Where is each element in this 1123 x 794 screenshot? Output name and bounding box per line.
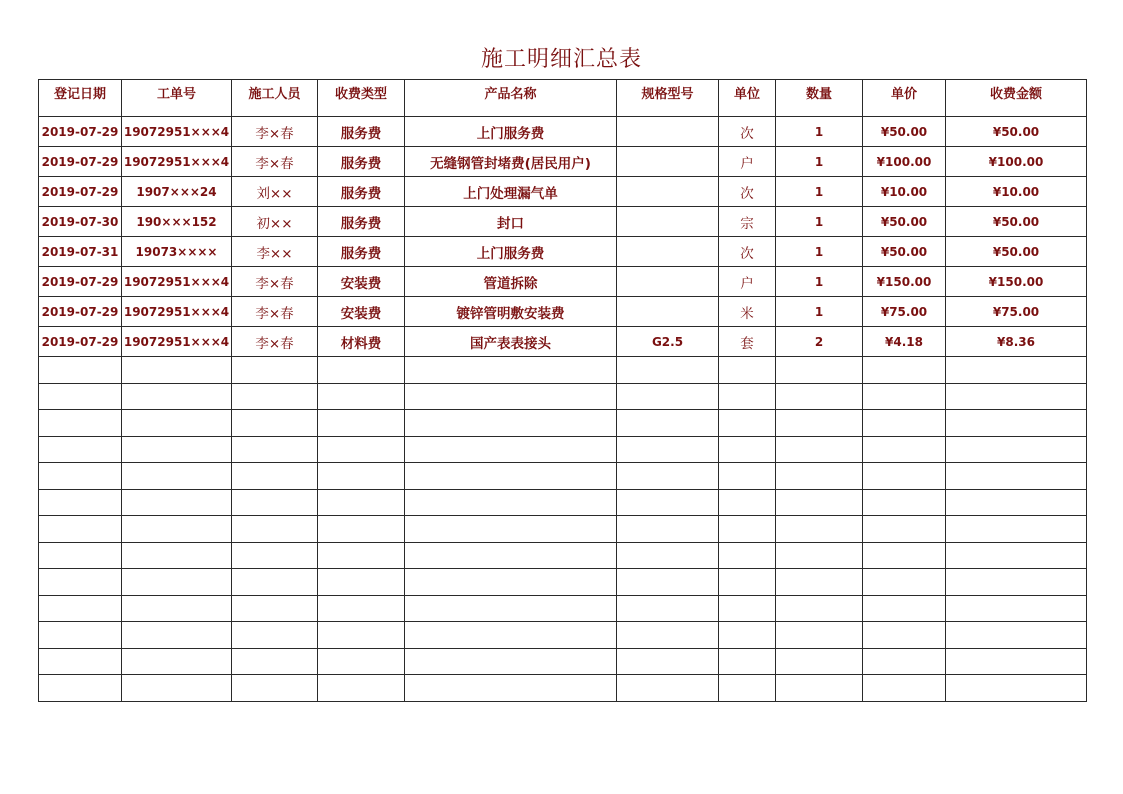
empty-cell: [405, 569, 617, 596]
cell-spec: [617, 147, 719, 177]
cell-date: 2019-07-29: [39, 327, 122, 357]
cell-spec: [617, 177, 719, 207]
empty-cell: [232, 595, 318, 622]
empty-cell: [719, 489, 776, 516]
cell-date: 2019-07-29: [39, 267, 122, 297]
empty-row: [39, 542, 1087, 569]
cell-product: 上门服务费: [405, 237, 617, 267]
empty-cell: [776, 622, 863, 649]
cell-product: 上门处理漏气单: [405, 177, 617, 207]
cell-worker: 李×春: [232, 267, 318, 297]
empty-cell: [39, 383, 122, 410]
empty-cell: [863, 357, 946, 384]
cell-order: 19072951×××4: [122, 327, 232, 357]
empty-cell: [776, 463, 863, 490]
empty-cell: [232, 383, 318, 410]
empty-cell: [122, 622, 232, 649]
empty-cell: [122, 436, 232, 463]
empty-cell: [863, 569, 946, 596]
empty-cell: [617, 595, 719, 622]
page-title: 施工明细汇总表: [480, 47, 642, 72]
empty-row: [39, 489, 1087, 516]
cell-price: ¥4.18: [863, 327, 946, 357]
empty-row: [39, 463, 1087, 490]
table-body: [39, 117, 1087, 702]
cell-worker: 李×春: [232, 327, 318, 357]
empty-cell: [776, 436, 863, 463]
empty-cell: [776, 357, 863, 384]
empty-cell: [405, 463, 617, 490]
empty-cell: [405, 383, 617, 410]
empty-cell: [318, 383, 405, 410]
empty-cell: [617, 542, 719, 569]
cell-date: 2019-07-31: [39, 237, 122, 267]
column-header-amount: 收费金额: [946, 80, 1087, 117]
cell-spec: [617, 237, 719, 267]
cell-order: 19072951×××4: [122, 117, 232, 147]
empty-cell: [946, 569, 1087, 596]
table-row: [39, 267, 1087, 297]
empty-cell: [39, 489, 122, 516]
table-row: [39, 237, 1087, 267]
empty-cell: [776, 516, 863, 543]
empty-cell: [776, 542, 863, 569]
empty-cell: [719, 675, 776, 702]
cell-price: ¥50.00: [863, 207, 946, 237]
cell-unit: 次: [719, 177, 776, 207]
empty-cell: [122, 463, 232, 490]
empty-cell: [405, 622, 617, 649]
cell-qty: 1: [776, 297, 863, 327]
table-row: [39, 297, 1087, 327]
empty-cell: [122, 489, 232, 516]
cell-order: 19073××××: [122, 237, 232, 267]
empty-cell: [946, 542, 1087, 569]
empty-row: [39, 383, 1087, 410]
empty-cell: [318, 410, 405, 437]
cell-amount: ¥50.00: [946, 237, 1087, 267]
cell-qty: 1: [776, 147, 863, 177]
empty-cell: [946, 595, 1087, 622]
empty-cell: [39, 357, 122, 384]
empty-cell: [232, 410, 318, 437]
summary-table: [38, 79, 1087, 702]
cell-amount: ¥150.00: [946, 267, 1087, 297]
empty-cell: [863, 675, 946, 702]
empty-cell: [617, 489, 719, 516]
cell-type: 服务费: [318, 207, 405, 237]
empty-cell: [39, 436, 122, 463]
cell-qty: 1: [776, 207, 863, 237]
cell-price: ¥10.00: [863, 177, 946, 207]
empty-cell: [122, 542, 232, 569]
cell-product: 无缝钢管封堵费(居民用户): [405, 147, 617, 177]
empty-cell: [318, 595, 405, 622]
cell-date: 2019-07-30: [39, 207, 122, 237]
cell-product: 镀锌管明敷安装费: [405, 297, 617, 327]
empty-cell: [122, 410, 232, 437]
cell-date: 2019-07-29: [39, 297, 122, 327]
empty-row: [39, 675, 1087, 702]
column-header-spec: 规格型号: [617, 80, 719, 117]
empty-cell: [232, 622, 318, 649]
empty-row: [39, 410, 1087, 437]
empty-cell: [863, 489, 946, 516]
empty-cell: [719, 648, 776, 675]
empty-cell: [776, 595, 863, 622]
empty-cell: [318, 357, 405, 384]
empty-cell: [617, 410, 719, 437]
table-row: [39, 327, 1087, 357]
empty-cell: [232, 516, 318, 543]
empty-cell: [617, 622, 719, 649]
empty-cell: [318, 569, 405, 596]
cell-unit: 宗: [719, 207, 776, 237]
empty-cell: [318, 436, 405, 463]
empty-cell: [719, 357, 776, 384]
empty-cell: [318, 542, 405, 569]
empty-cell: [122, 357, 232, 384]
empty-cell: [863, 516, 946, 543]
table-row: [39, 147, 1087, 177]
cell-order: 19072951×××4: [122, 147, 232, 177]
empty-cell: [719, 436, 776, 463]
cell-date: 2019-07-29: [39, 117, 122, 147]
empty-cell: [946, 675, 1087, 702]
empty-cell: [122, 383, 232, 410]
empty-cell: [232, 542, 318, 569]
empty-cell: [776, 675, 863, 702]
empty-cell: [863, 542, 946, 569]
empty-cell: [39, 569, 122, 596]
cell-type: 材料费: [318, 327, 405, 357]
column-header-unit: 单位: [719, 80, 776, 117]
cell-unit: 套: [719, 327, 776, 357]
column-header-worker: 施工人员: [232, 80, 318, 117]
cell-order: 1907×××24: [122, 177, 232, 207]
empty-cell: [719, 410, 776, 437]
empty-cell: [122, 648, 232, 675]
cell-type: 安装费: [318, 267, 405, 297]
empty-cell: [617, 463, 719, 490]
empty-cell: [863, 463, 946, 490]
column-header-date: 登记日期: [39, 80, 122, 117]
cell-order: 190×××152: [122, 207, 232, 237]
empty-cell: [39, 675, 122, 702]
empty-cell: [946, 648, 1087, 675]
cell-qty: 2: [776, 327, 863, 357]
empty-cell: [863, 648, 946, 675]
empty-cell: [617, 436, 719, 463]
empty-cell: [232, 463, 318, 490]
cell-amount: ¥75.00: [946, 297, 1087, 327]
cell-spec: [617, 297, 719, 327]
empty-cell: [617, 648, 719, 675]
table-row: [39, 117, 1087, 147]
empty-cell: [232, 569, 318, 596]
empty-cell: [232, 675, 318, 702]
empty-cell: [405, 595, 617, 622]
column-header-qty: 数量: [776, 80, 863, 117]
cell-unit: 次: [719, 237, 776, 267]
empty-cell: [946, 383, 1087, 410]
cell-price: ¥50.00: [863, 237, 946, 267]
cell-type: 服务费: [318, 177, 405, 207]
empty-cell: [719, 622, 776, 649]
empty-cell: [39, 595, 122, 622]
empty-cell: [405, 675, 617, 702]
empty-row: [39, 622, 1087, 649]
empty-cell: [405, 648, 617, 675]
cell-product: 封口: [405, 207, 617, 237]
empty-cell: [719, 569, 776, 596]
empty-cell: [39, 516, 122, 543]
empty-cell: [39, 622, 122, 649]
empty-cell: [617, 357, 719, 384]
empty-cell: [946, 357, 1087, 384]
empty-cell: [863, 383, 946, 410]
cell-worker: 刘××: [232, 177, 318, 207]
cell-worker: 李×春: [232, 117, 318, 147]
empty-cell: [405, 436, 617, 463]
empty-cell: [122, 675, 232, 702]
cell-product: 国产表表接头: [405, 327, 617, 357]
empty-cell: [318, 648, 405, 675]
table-row: [39, 177, 1087, 207]
empty-cell: [122, 569, 232, 596]
cell-amount: ¥50.00: [946, 117, 1087, 147]
empty-cell: [946, 489, 1087, 516]
cell-worker: 李××: [232, 237, 318, 267]
empty-cell: [39, 648, 122, 675]
empty-cell: [719, 542, 776, 569]
empty-cell: [617, 516, 719, 543]
column-header-type: 收费类型: [318, 80, 405, 117]
empty-cell: [405, 516, 617, 543]
cell-worker: 李×春: [232, 147, 318, 177]
cell-price: ¥50.00: [863, 117, 946, 147]
cell-amount: ¥8.36: [946, 327, 1087, 357]
header-row: [39, 80, 1087, 117]
cell-price: ¥100.00: [863, 147, 946, 177]
cell-price: ¥75.00: [863, 297, 946, 327]
column-header-product: 产品名称: [405, 80, 617, 117]
empty-cell: [863, 622, 946, 649]
empty-cell: [863, 595, 946, 622]
empty-cell: [776, 648, 863, 675]
empty-cell: [946, 516, 1087, 543]
empty-cell: [232, 648, 318, 675]
cell-amount: ¥100.00: [946, 147, 1087, 177]
cell-date: 2019-07-29: [39, 147, 122, 177]
cell-qty: 1: [776, 177, 863, 207]
empty-cell: [39, 410, 122, 437]
empty-cell: [946, 436, 1087, 463]
empty-cell: [318, 675, 405, 702]
empty-cell: [719, 383, 776, 410]
cell-unit: 户: [719, 267, 776, 297]
empty-cell: [232, 489, 318, 516]
cell-type: 安装费: [318, 297, 405, 327]
empty-row: [39, 516, 1087, 543]
empty-cell: [776, 569, 863, 596]
empty-cell: [617, 383, 719, 410]
empty-cell: [122, 595, 232, 622]
empty-cell: [719, 595, 776, 622]
empty-row: [39, 595, 1087, 622]
cell-unit: 户: [719, 147, 776, 177]
empty-cell: [318, 463, 405, 490]
cell-qty: 1: [776, 237, 863, 267]
empty-cell: [232, 357, 318, 384]
cell-date: 2019-07-29: [39, 177, 122, 207]
empty-cell: [232, 436, 318, 463]
cell-order: 19072951×××4: [122, 297, 232, 327]
cell-product: 管道拆除: [405, 267, 617, 297]
empty-row: [39, 436, 1087, 463]
empty-row: [39, 648, 1087, 675]
cell-type: 服务费: [318, 237, 405, 267]
empty-cell: [617, 675, 719, 702]
cell-worker: 李×春: [232, 297, 318, 327]
cell-amount: ¥50.00: [946, 207, 1087, 237]
empty-cell: [946, 410, 1087, 437]
empty-cell: [946, 622, 1087, 649]
empty-cell: [863, 410, 946, 437]
empty-cell: [122, 516, 232, 543]
empty-cell: [776, 410, 863, 437]
cell-type: 服务费: [318, 147, 405, 177]
empty-cell: [405, 410, 617, 437]
empty-cell: [405, 542, 617, 569]
cell-amount: ¥10.00: [946, 177, 1087, 207]
cell-unit: 次: [719, 117, 776, 147]
table-row: [39, 207, 1087, 237]
cell-qty: 1: [776, 267, 863, 297]
empty-row: [39, 569, 1087, 596]
column-header-order: 工单号: [122, 80, 232, 117]
cell-spec: [617, 267, 719, 297]
empty-cell: [946, 463, 1087, 490]
cell-qty: 1: [776, 117, 863, 147]
empty-cell: [39, 542, 122, 569]
cell-order: 19072951×××4: [122, 267, 232, 297]
empty-cell: [719, 516, 776, 543]
empty-cell: [776, 489, 863, 516]
empty-cell: [318, 489, 405, 516]
cell-unit: 米: [719, 297, 776, 327]
cell-product: 上门服务费: [405, 117, 617, 147]
empty-row: [39, 357, 1087, 384]
empty-cell: [405, 357, 617, 384]
cell-type: 服务费: [318, 117, 405, 147]
empty-cell: [776, 383, 863, 410]
empty-cell: [863, 436, 946, 463]
empty-cell: [39, 463, 122, 490]
cell-spec: G2.5: [617, 327, 719, 357]
empty-cell: [719, 463, 776, 490]
empty-cell: [318, 622, 405, 649]
empty-cell: [405, 489, 617, 516]
cell-worker: 初××: [232, 207, 318, 237]
cell-spec: [617, 117, 719, 147]
empty-cell: [318, 516, 405, 543]
empty-cell: [617, 569, 719, 596]
cell-price: ¥150.00: [863, 267, 946, 297]
cell-spec: [617, 207, 719, 237]
column-header-price: 单价: [863, 80, 946, 117]
